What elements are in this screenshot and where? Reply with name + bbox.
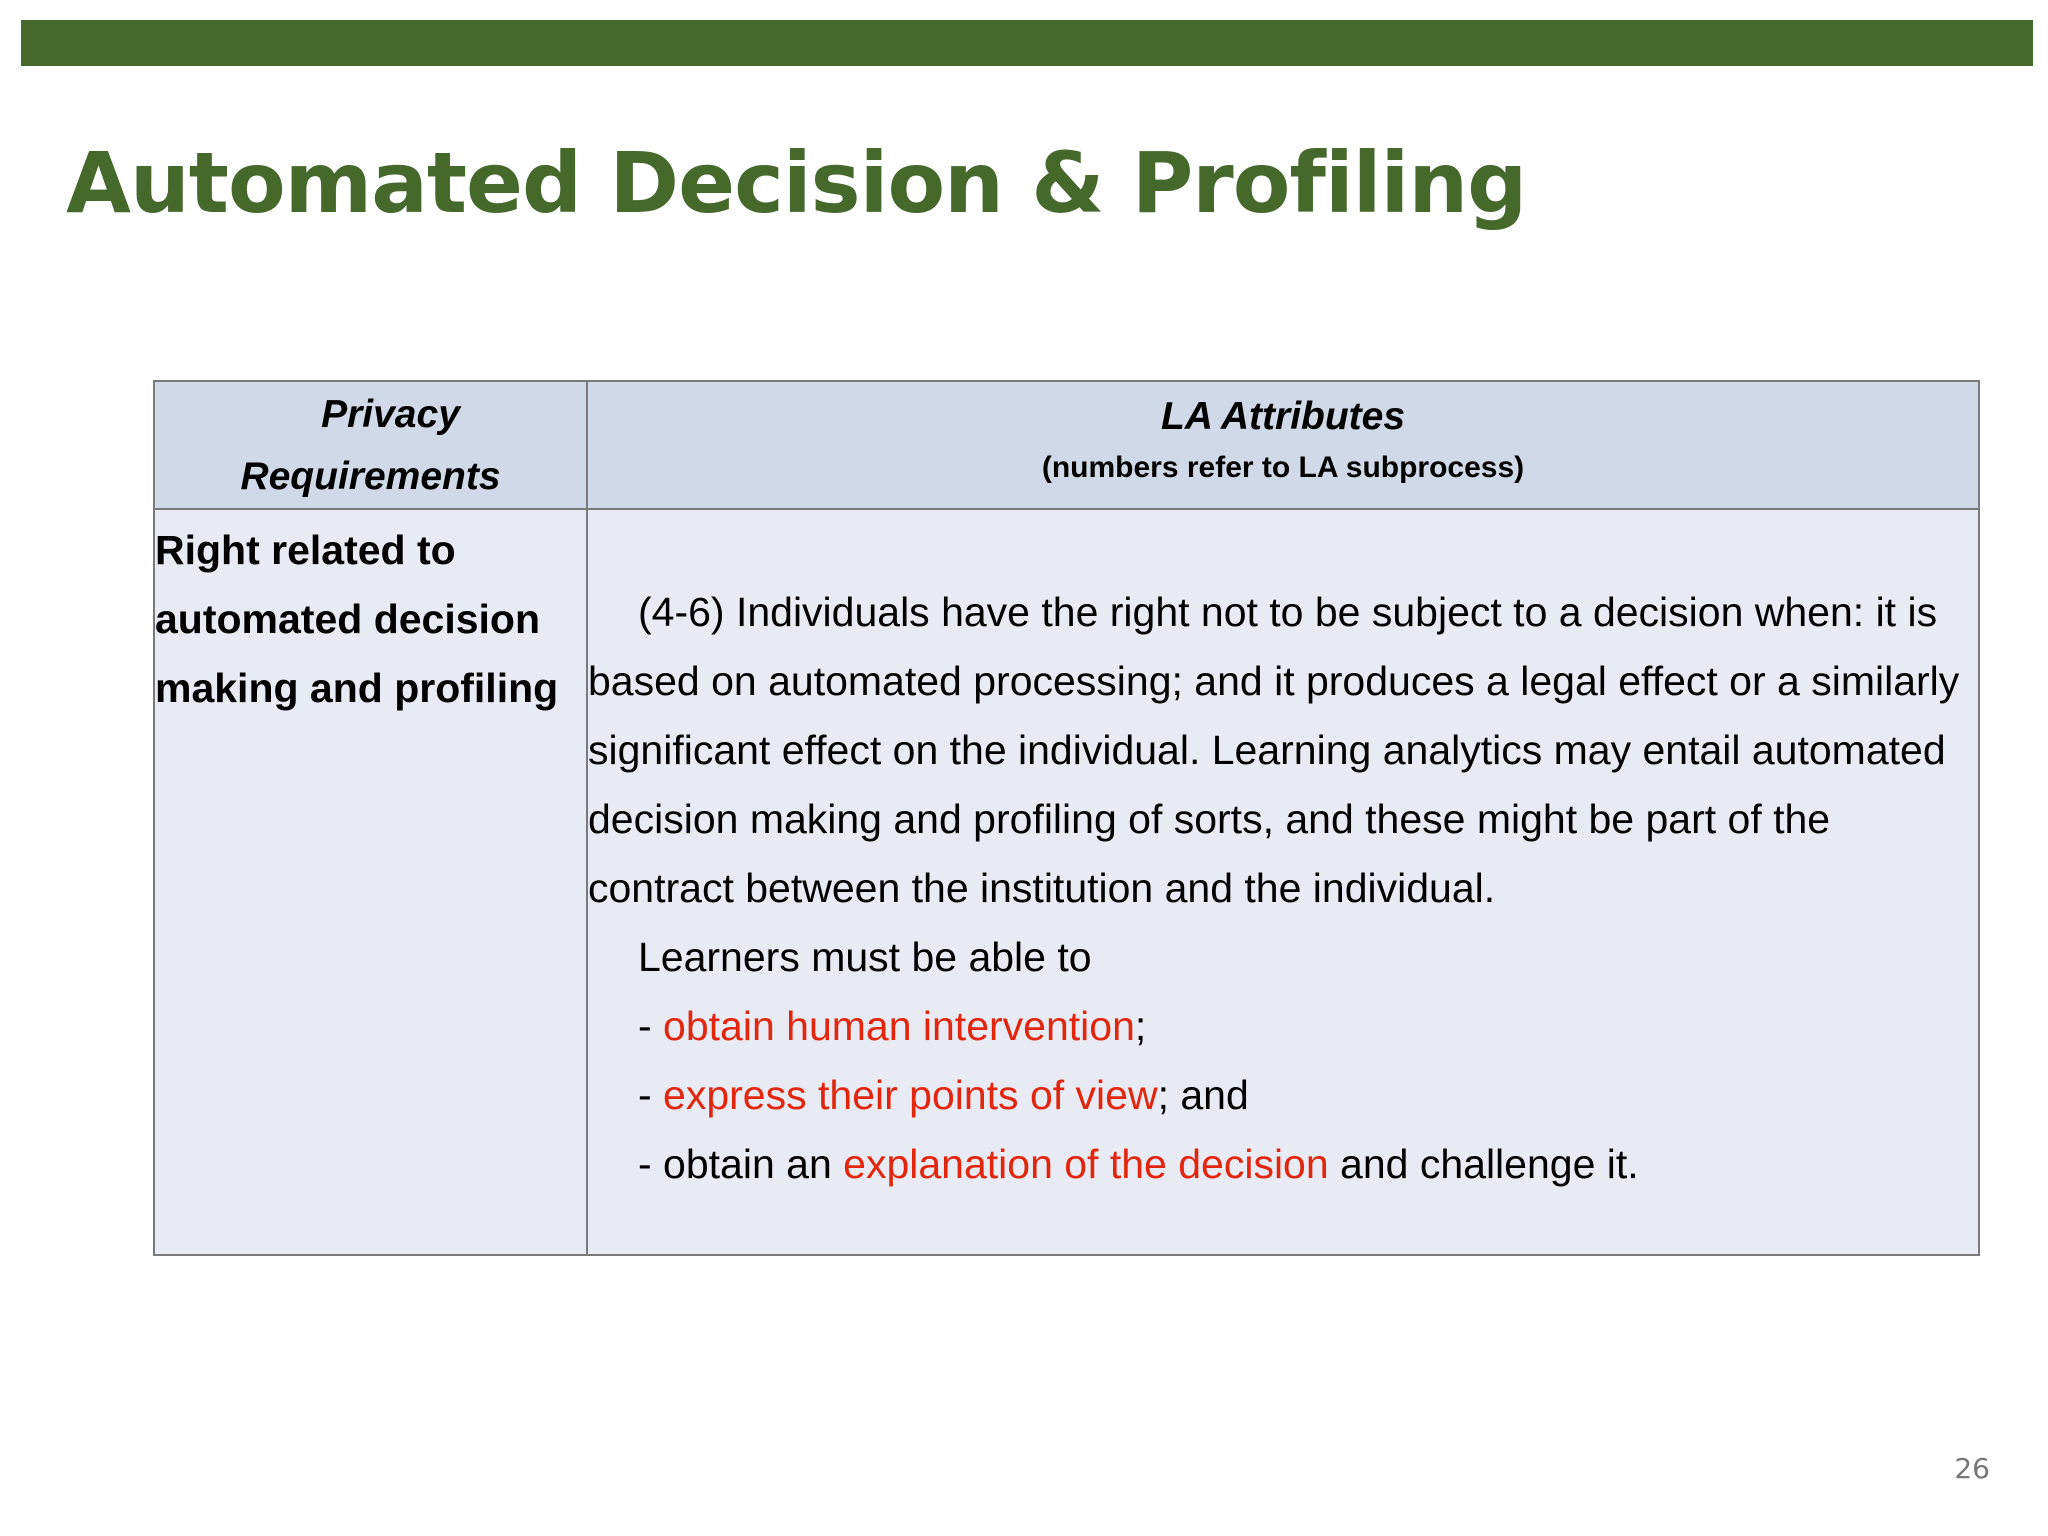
slide-title: Automated Decision & Profiling (66, 134, 1527, 232)
header-privacy-line1: Privacy (321, 393, 460, 436)
attributes-paragraph: (4-6) Individuals have the right not to be subject to a decision when: it is based on automated processing; and it produces a legal effect or a similarly significant effect on the individual. Learning analytics may entail automated decision making and profiling of sorts, and these might be part of the contract between the institution and the individual. (588, 589, 1960, 911)
list-item-prefix: - (638, 1072, 664, 1118)
list-item-suffix: and challenge it. (1328, 1141, 1639, 1187)
list-item-highlight: express their points of view (663, 1072, 1158, 1118)
list-item (588, 1130, 1974, 1199)
list-item-highlight: obtain human intervention (663, 1003, 1135, 1049)
header-bar (21, 20, 2033, 66)
privacy-requirements-table (153, 380, 1980, 1256)
list-item-prefix: - (638, 1003, 664, 1049)
page-number: 26 (1954, 1452, 1990, 1485)
header-la-attributes (587, 381, 1979, 509)
header-la-title: LA Attributes (1160, 395, 1406, 438)
learners-intro: Learners must be able to (638, 934, 1092, 980)
table-header-row (154, 381, 1979, 509)
row-requirement-label (154, 509, 587, 1255)
list-item (588, 992, 1974, 1061)
row-attributes-cell (587, 509, 1979, 1255)
table-row (154, 509, 1979, 1255)
header-privacy-requirements (154, 381, 587, 509)
list-item-suffix: ; and (1157, 1072, 1249, 1118)
list-item-highlight: explanation of the decision (843, 1141, 1329, 1187)
header-privacy-line2: Requirements (240, 455, 501, 498)
list-item-prefix: - obtain an (638, 1141, 844, 1187)
list-item-suffix: ; (1134, 1003, 1147, 1049)
header-la-subtitle: (numbers refer to LA subprocess) (1041, 451, 1525, 484)
requirement-text: Right related to automated decision making and profiling (155, 527, 559, 711)
list-item (588, 1061, 1974, 1130)
